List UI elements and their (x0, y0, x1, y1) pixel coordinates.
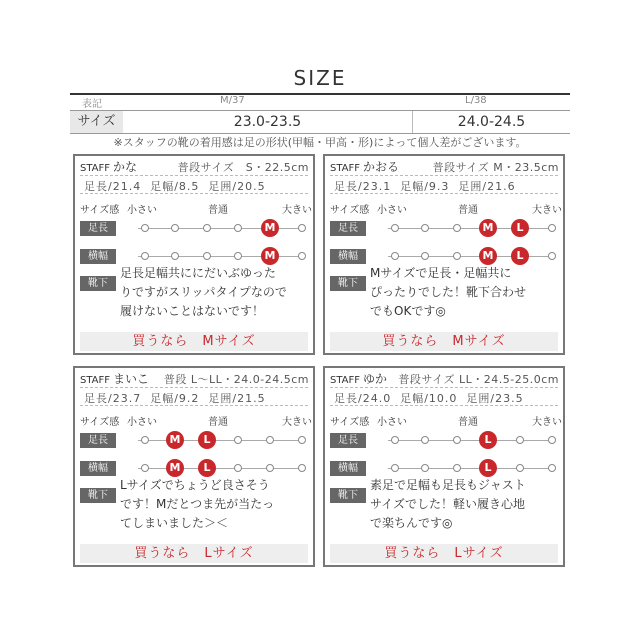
header-col-m: M/37 (220, 95, 245, 106)
scale-dot (516, 464, 524, 472)
scale-section-label: サイズ感 (330, 205, 370, 216)
size-marker-l: L (479, 431, 497, 449)
row-label-sock: 靴下 (80, 276, 116, 291)
foot-measurements (334, 178, 559, 194)
scale-section-label: サイズ感 (330, 417, 370, 428)
scale-dot (298, 224, 306, 232)
row-label-width: 横幅 (80, 249, 116, 264)
foot-measurements (84, 178, 309, 194)
staff-tag: STAFF (330, 375, 361, 386)
scale-dot (234, 224, 242, 232)
foot-width: 足幅/8.5 (150, 180, 200, 193)
staff-name: ゆか (363, 372, 388, 386)
size-marker-m: M (479, 219, 497, 237)
dashed-divider (330, 387, 558, 388)
dashed-divider (330, 175, 558, 176)
fit-note: ※スタッフの靴の着用感は足の形状(甲幅・甲高・形)によって個人差がございます。 (113, 136, 527, 149)
scale-dot (548, 464, 556, 472)
scale-label-normal: 普通 (458, 205, 478, 216)
scale-dot (298, 436, 306, 444)
foot-length: 足長/21.4 (84, 180, 142, 193)
scale-dot (421, 252, 429, 260)
foot-length: 足長/24.0 (334, 392, 392, 405)
size-marker-l: L (511, 219, 529, 237)
staff-card-yuka (323, 366, 565, 567)
scale-dot (234, 436, 242, 444)
staff-name: かな (113, 160, 138, 174)
size-marker-m: M (166, 459, 184, 477)
row-label-width: 横幅 (330, 249, 366, 264)
scale-dot (203, 224, 211, 232)
staff-header (330, 370, 387, 387)
dashed-divider (80, 405, 308, 406)
staff-name: まいこ (113, 372, 150, 386)
scale-dot (141, 464, 149, 472)
header-label: 表記 (82, 99, 102, 110)
scale-dot (548, 252, 556, 260)
staff-comment: 足長足幅共ににだいぶゆった りですがスリッパタイプなので 履けないことはないです！ (120, 266, 287, 318)
scale-dot (391, 252, 399, 260)
row-label-length: 足長 (80, 433, 116, 448)
usual-size: 普段サイズ S・22.5cm (177, 161, 309, 174)
scale-dot (141, 252, 149, 260)
staff-header (80, 158, 137, 175)
scale-dot (391, 224, 399, 232)
scale-label-small: 小さい (377, 205, 407, 216)
row-label-sock: 靴下 (80, 488, 116, 503)
row-label-sock: 靴下 (330, 276, 366, 291)
usual-size: 普段サイズ M・23.5cm (432, 161, 559, 174)
row-label-length: 足長 (330, 433, 366, 448)
staff-card-maiko (73, 366, 315, 567)
scale-section-label: サイズ感 (80, 417, 120, 428)
scale-dot (171, 252, 179, 260)
scale-label-normal: 普通 (458, 417, 478, 428)
width-scale-track (138, 468, 300, 469)
staff-comment: 素足で足幅も足長もジャスト サイズでした！軽い履き心地 で楽ちんです◎ (370, 478, 526, 530)
row-label-width: 横幅 (80, 461, 116, 476)
scale-dot (453, 436, 461, 444)
size-marker-m: M (166, 431, 184, 449)
scale-dot (421, 464, 429, 472)
foot-measurements (334, 390, 559, 406)
scale-dot (298, 252, 306, 260)
usual-size: 普段 L～LL・24.0-24.5cm (163, 373, 309, 386)
staff-tag: STAFF (80, 163, 111, 174)
scale-dot (421, 224, 429, 232)
scale-dot (453, 252, 461, 260)
scale-dot (203, 252, 211, 260)
header-col-l: L/38 (465, 95, 487, 106)
scale-label-large: 大きい (532, 205, 562, 216)
scale-dot (141, 436, 149, 444)
scale-dot (298, 464, 306, 472)
row-label-sock: 靴下 (330, 488, 366, 503)
size-marker-l: L (479, 459, 497, 477)
dashed-divider (80, 387, 308, 388)
size-title: SIZE (293, 66, 347, 90)
row-label-length: 足長 (80, 221, 116, 236)
scale-dot (234, 252, 242, 260)
staff-card-kana (73, 154, 315, 355)
foot-girth: 足囲/21.5 (208, 392, 266, 405)
staff-comment: Mサイズで足長・足幅共に ぴったりでした！靴下合わせ でもOKです◎ (370, 266, 527, 318)
size-value-l: 24.0-24.5 (457, 114, 526, 130)
size-marker-l: L (511, 247, 529, 265)
scale-dot (141, 224, 149, 232)
foot-girth: 足囲/20.5 (208, 180, 266, 193)
foot-measurements (84, 390, 309, 406)
scale-label-small: 小さい (127, 205, 157, 216)
length-scale-track (388, 440, 550, 441)
scale-section-label: サイズ感 (80, 205, 120, 216)
foot-width: 足幅/9.2 (150, 392, 200, 405)
scale-dot (266, 464, 274, 472)
dashed-divider (80, 175, 308, 176)
scale-label-large: 大きい (532, 417, 562, 428)
scale-label-large: 大きい (282, 205, 312, 216)
staff-comment: Lサイズでちょうど良さそう です！Mだとつま先が当たっ てしまいました＞＜ (120, 478, 275, 530)
scale-dot (548, 436, 556, 444)
scale-dot (421, 436, 429, 444)
size-marker-m: M (261, 219, 279, 237)
foot-girth: 足囲/23.5 (466, 392, 524, 405)
scale-dot (171, 224, 179, 232)
foot-length: 足長/23.7 (84, 392, 142, 405)
dashed-divider (330, 405, 558, 406)
scale-dot (453, 224, 461, 232)
size-table-row (70, 110, 570, 134)
usual-size: 普段サイズ LL・24.5-25.0cm (398, 373, 559, 386)
size-table-header (70, 95, 570, 109)
scale-dot (234, 464, 242, 472)
scale-label-small: 小さい (377, 417, 407, 428)
recommended-size: 買うなら Mサイズ (330, 332, 558, 351)
staff-header (330, 158, 399, 175)
scale-dot (391, 436, 399, 444)
scale-dot (516, 436, 524, 444)
recommended-size: 買うなら Mサイズ (80, 332, 308, 351)
staff-tag: STAFF (330, 163, 361, 174)
scale-dot (391, 464, 399, 472)
scale-label-normal: 普通 (208, 205, 228, 216)
scale-dot (453, 464, 461, 472)
foot-width: 足幅/9.3 (400, 180, 450, 193)
scale-label-normal: 普通 (208, 417, 228, 428)
length-scale-track (138, 440, 300, 441)
recommended-size: 買うなら Lサイズ (80, 544, 308, 563)
size-marker-m: M (479, 247, 497, 265)
size-marker-l: L (198, 459, 216, 477)
scale-dot (548, 224, 556, 232)
size-value-m: 23.0-23.5 (233, 114, 302, 130)
staff-tag: STAFF (80, 375, 111, 386)
size-marker-l: L (198, 431, 216, 449)
row-label-length: 足長 (330, 221, 366, 236)
dashed-divider (80, 193, 308, 194)
size-marker-m: M (261, 247, 279, 265)
scale-dot (266, 436, 274, 444)
scale-label-small: 小さい (127, 417, 157, 428)
foot-width: 足幅/10.0 (400, 392, 458, 405)
scale-label-large: 大きい (282, 417, 312, 428)
foot-length: 足長/23.1 (334, 180, 392, 193)
staff-header (80, 370, 149, 387)
staff-card-kaoru (323, 154, 565, 355)
size-row-label: サイズ (70, 111, 123, 133)
dashed-divider (330, 193, 558, 194)
width-scale-track (388, 468, 550, 469)
recommended-size: 買うなら Lサイズ (330, 544, 558, 563)
row-label-width: 横幅 (330, 461, 366, 476)
staff-name: かおる (363, 160, 400, 174)
foot-girth: 足囲/21.6 (458, 180, 516, 193)
